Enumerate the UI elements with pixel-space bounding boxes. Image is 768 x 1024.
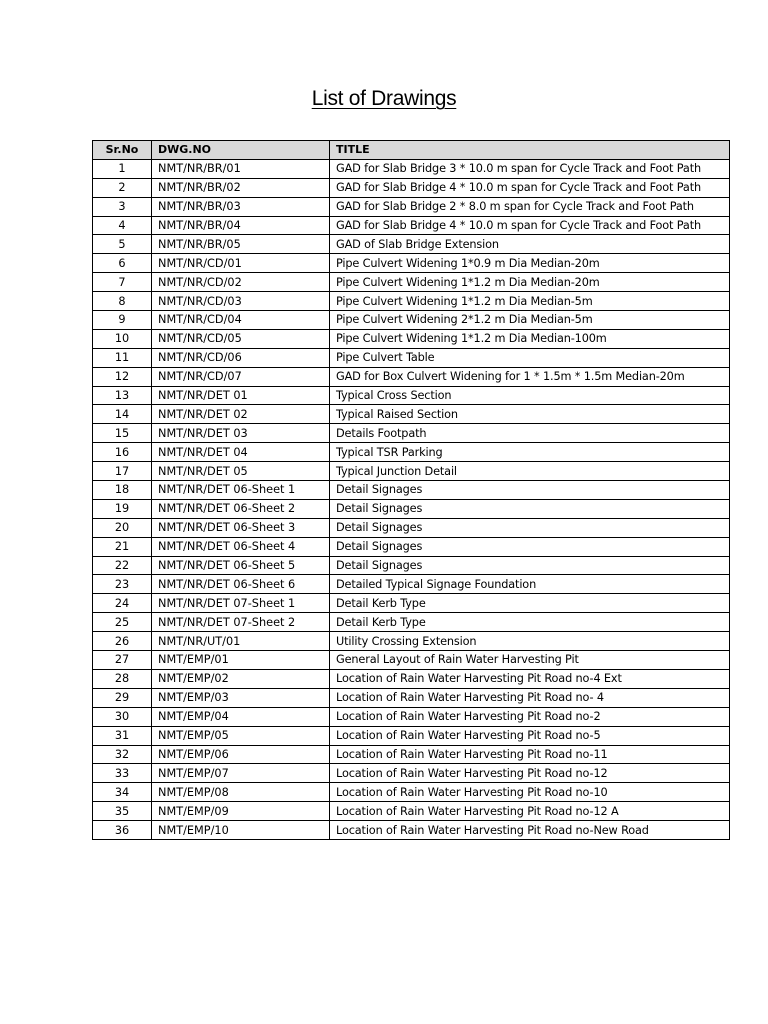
cell-sr-no: 36 — [93, 821, 152, 840]
cell-title: Detailed Typical Signage Foundation — [330, 575, 730, 594]
cell-title: Detail Kerb Type — [330, 594, 730, 613]
cell-dwg-no: NMT/NR/DET 06-Sheet 5 — [152, 556, 330, 575]
cell-title: Detail Signages — [330, 481, 730, 500]
cell-dwg-no: NMT/EMP/03 — [152, 688, 330, 707]
cell-title: Details Footpath — [330, 424, 730, 443]
table-row — [93, 348, 730, 367]
table-row — [93, 273, 730, 292]
cell-sr-no: 20 — [93, 518, 152, 537]
cell-sr-no: 7 — [93, 273, 152, 292]
table-row — [93, 462, 730, 481]
table-row — [93, 613, 730, 632]
table-row — [93, 481, 730, 500]
table-row — [93, 197, 730, 216]
cell-title: Pipe Culvert Widening 1*1.2 m Dia Median-20m — [330, 273, 730, 292]
cell-title: Location of Rain Water Harvesting Pit Road no-12 A — [330, 802, 730, 821]
cell-dwg-no: NMT/EMP/05 — [152, 726, 330, 745]
cell-title: Detail Signages — [330, 537, 730, 556]
column-header-sr-no: Sr.No — [93, 141, 152, 160]
cell-sr-no: 9 — [93, 311, 152, 330]
table-row — [93, 443, 730, 462]
cell-title: GAD for Slab Bridge 3 * 10.0 m span for Cycle Track and Foot Path — [330, 159, 730, 178]
table-header-row — [93, 141, 730, 160]
table-row — [93, 594, 730, 613]
cell-dwg-no: NMT/NR/CD/02 — [152, 273, 330, 292]
cell-sr-no: 4 — [93, 216, 152, 235]
cell-sr-no: 32 — [93, 745, 152, 764]
cell-dwg-no: NMT/NR/UT/01 — [152, 632, 330, 651]
cell-sr-no: 3 — [93, 197, 152, 216]
cell-sr-no: 8 — [93, 292, 152, 311]
cell-dwg-no: NMT/EMP/04 — [152, 707, 330, 726]
table-row — [93, 311, 730, 330]
cell-title: Pipe Culvert Widening 2*1.2 m Dia Median-5m — [330, 311, 730, 330]
page-title — [0, 87, 768, 111]
cell-title: Location of Rain Water Harvesting Pit Road no-5 — [330, 726, 730, 745]
table-row — [93, 669, 730, 688]
cell-dwg-no: NMT/NR/BR/01 — [152, 159, 330, 178]
cell-title: GAD of Slab Bridge Extension — [330, 235, 730, 254]
cell-title: Pipe Culvert Widening 1*0.9 m Dia Median-20m — [330, 254, 730, 273]
cell-sr-no: 34 — [93, 783, 152, 802]
cell-dwg-no: NMT/EMP/07 — [152, 764, 330, 783]
cell-sr-no: 1 — [93, 159, 152, 178]
cell-title: Typical TSR Parking — [330, 443, 730, 462]
cell-dwg-no: NMT/NR/CD/01 — [152, 254, 330, 273]
cell-dwg-no: NMT/NR/BR/04 — [152, 216, 330, 235]
table-row — [93, 499, 730, 518]
table-row — [93, 386, 730, 405]
cell-sr-no: 11 — [93, 348, 152, 367]
cell-sr-no: 6 — [93, 254, 152, 273]
cell-dwg-no: NMT/NR/DET 06-Sheet 2 — [152, 499, 330, 518]
cell-dwg-no: NMT/EMP/02 — [152, 669, 330, 688]
cell-title: Detail Signages — [330, 556, 730, 575]
cell-title: Detail Kerb Type — [330, 613, 730, 632]
cell-dwg-no: NMT/NR/DET 01 — [152, 386, 330, 405]
table-row — [93, 688, 730, 707]
cell-sr-no: 19 — [93, 499, 152, 518]
table-row — [93, 292, 730, 311]
cell-dwg-no: NMT/NR/DET 06-Sheet 1 — [152, 481, 330, 500]
table-row — [93, 556, 730, 575]
cell-sr-no: 26 — [93, 632, 152, 651]
cell-dwg-no: NMT/EMP/01 — [152, 651, 330, 670]
table-row — [93, 159, 730, 178]
cell-dwg-no: NMT/NR/DET 07-Sheet 1 — [152, 594, 330, 613]
cell-dwg-no: NMT/EMP/09 — [152, 802, 330, 821]
cell-title: Location of Rain Water Harvesting Pit Road no-12 — [330, 764, 730, 783]
cell-sr-no: 23 — [93, 575, 152, 594]
column-header-dwg-no: DWG.NO — [152, 141, 330, 160]
table-row — [93, 726, 730, 745]
cell-title: Pipe Culvert Table — [330, 348, 730, 367]
cell-title: Utility Crossing Extension — [330, 632, 730, 651]
cell-dwg-no: NMT/NR/CD/04 — [152, 311, 330, 330]
cell-dwg-no: NMT/NR/DET 04 — [152, 443, 330, 462]
cell-title: Pipe Culvert Widening 1*1.2 m Dia Median-5m — [330, 292, 730, 311]
cell-title: General Layout of Rain Water Harvesting Pit — [330, 651, 730, 670]
cell-title: Typical Junction Detail — [330, 462, 730, 481]
cell-title: Typical Raised Section — [330, 405, 730, 424]
table-row — [93, 537, 730, 556]
cell-dwg-no: NMT/NR/CD/03 — [152, 292, 330, 311]
cell-title: GAD for Box Culvert Widening for 1 * 1.5m * 1.5m Median-20m — [330, 367, 730, 386]
table-row — [93, 783, 730, 802]
cell-sr-no: 25 — [93, 613, 152, 632]
cell-title: Location of Rain Water Harvesting Pit Road no- 4 — [330, 688, 730, 707]
cell-title: Pipe Culvert Widening 1*1.2 m Dia Median-100m — [330, 329, 730, 348]
cell-sr-no: 15 — [93, 424, 152, 443]
cell-sr-no: 16 — [93, 443, 152, 462]
table-row — [93, 802, 730, 821]
table-row — [93, 518, 730, 537]
cell-dwg-no: NMT/NR/BR/05 — [152, 235, 330, 254]
cell-dwg-no: NMT/NR/DET 07-Sheet 2 — [152, 613, 330, 632]
page-title-text: List of Drawings — [311, 87, 457, 110]
cell-sr-no: 13 — [93, 386, 152, 405]
table-row — [93, 178, 730, 197]
cell-sr-no: 22 — [93, 556, 152, 575]
cell-sr-no: 31 — [93, 726, 152, 745]
cell-sr-no: 2 — [93, 178, 152, 197]
cell-title: GAD for Slab Bridge 2 * 8.0 m span for Cycle Track and Foot Path — [330, 197, 730, 216]
cell-dwg-no: NMT/NR/CD/06 — [152, 348, 330, 367]
cell-dwg-no: NMT/NR/CD/05 — [152, 329, 330, 348]
cell-dwg-no: NMT/NR/DET 05 — [152, 462, 330, 481]
cell-sr-no: 29 — [93, 688, 152, 707]
table-body — [93, 159, 730, 839]
cell-sr-no: 27 — [93, 651, 152, 670]
cell-title: Location of Rain Water Harvesting Pit Road no-11 — [330, 745, 730, 764]
cell-dwg-no: NMT/NR/DET 06-Sheet 6 — [152, 575, 330, 594]
table-row — [93, 424, 730, 443]
drawings-table — [92, 140, 730, 840]
cell-title: Location of Rain Water Harvesting Pit Road no-4 Ext — [330, 669, 730, 688]
table-row — [93, 821, 730, 840]
cell-sr-no: 18 — [93, 481, 152, 500]
cell-title: Typical Cross Section — [330, 386, 730, 405]
cell-sr-no: 35 — [93, 802, 152, 821]
cell-dwg-no: NMT/EMP/06 — [152, 745, 330, 764]
table-row — [93, 575, 730, 594]
table-row — [93, 329, 730, 348]
cell-dwg-no: NMT/NR/DET 03 — [152, 424, 330, 443]
table-row — [93, 745, 730, 764]
table-row — [93, 707, 730, 726]
cell-sr-no: 30 — [93, 707, 152, 726]
table-row — [93, 651, 730, 670]
cell-sr-no: 28 — [93, 669, 152, 688]
cell-sr-no: 14 — [93, 405, 152, 424]
column-header-title: TITLE — [330, 141, 730, 160]
cell-title: Detail Signages — [330, 499, 730, 518]
cell-dwg-no: NMT/NR/BR/03 — [152, 197, 330, 216]
cell-dwg-no: NMT/NR/DET 06-Sheet 3 — [152, 518, 330, 537]
cell-title: GAD for Slab Bridge 4 * 10.0 m span for Cycle Track and Foot Path — [330, 178, 730, 197]
cell-dwg-no: NMT/EMP/08 — [152, 783, 330, 802]
cell-title: GAD for Slab Bridge 4 * 10.0 m span for Cycle Track and Foot Path — [330, 216, 730, 235]
cell-title: Location of Rain Water Harvesting Pit Road no-New Road — [330, 821, 730, 840]
cell-sr-no: 10 — [93, 329, 152, 348]
table-row — [93, 254, 730, 273]
cell-sr-no: 21 — [93, 537, 152, 556]
cell-dwg-no: NMT/NR/BR/02 — [152, 178, 330, 197]
table-row — [93, 216, 730, 235]
cell-sr-no: 17 — [93, 462, 152, 481]
table-row — [93, 235, 730, 254]
table-row — [93, 367, 730, 386]
table-row — [93, 764, 730, 783]
cell-dwg-no: NMT/NR/DET 02 — [152, 405, 330, 424]
cell-dwg-no: NMT/EMP/10 — [152, 821, 330, 840]
table-row — [93, 632, 730, 651]
table-row — [93, 405, 730, 424]
cell-sr-no: 24 — [93, 594, 152, 613]
cell-title: Location of Rain Water Harvesting Pit Road no-10 — [330, 783, 730, 802]
cell-sr-no: 5 — [93, 235, 152, 254]
cell-dwg-no: NMT/NR/DET 06-Sheet 4 — [152, 537, 330, 556]
cell-dwg-no: NMT/NR/CD/07 — [152, 367, 330, 386]
cell-sr-no: 12 — [93, 367, 152, 386]
cell-sr-no: 33 — [93, 764, 152, 783]
cell-title: Detail Signages — [330, 518, 730, 537]
cell-title: Location of Rain Water Harvesting Pit Road no-2 — [330, 707, 730, 726]
